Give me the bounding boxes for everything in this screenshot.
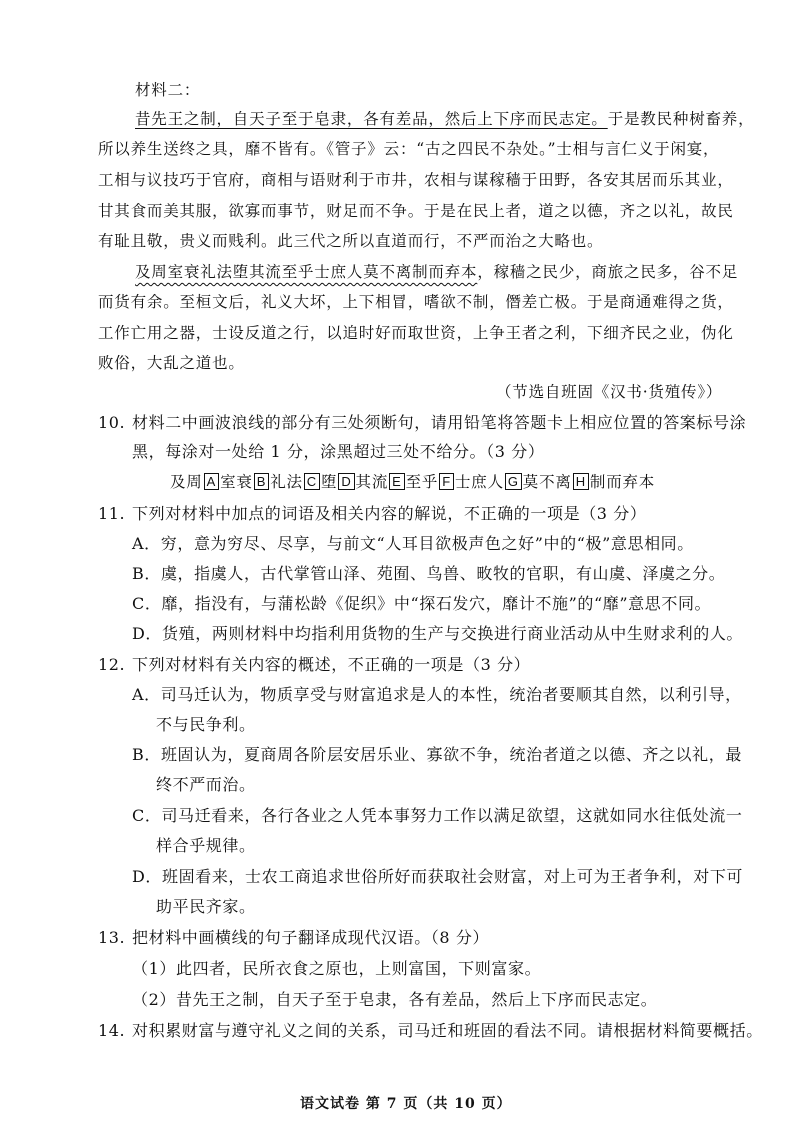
segment: 制而弃本: [589, 473, 656, 491]
q12-stem: 下列对材料有关内容的概述，不正确的一项是（3 分）: [132, 655, 531, 674]
label-box-a[interactable]: A: [204, 473, 219, 490]
q13-sentence-2: （2）昔先王之制，自天子至于皂隶，各有差品，然后上下序而民志定。: [132, 990, 658, 1009]
q14-number: 14.: [98, 1021, 126, 1040]
label-box-f[interactable]: F: [439, 473, 454, 490]
q11-number: 11.: [98, 504, 126, 523]
q12-option-c-cont: 样合乎规律。: [156, 836, 256, 855]
q12-option-d[interactable]: D．班固看来，士农工商追求世俗所好而获取社会财富，对上可为王者争利，对下可: [132, 867, 744, 886]
q10-number: 10.: [98, 413, 126, 432]
text-span: ，稼穑之民少，商旅之民多，谷不足: [477, 263, 739, 281]
segment: 士庶人: [454, 473, 504, 491]
q12-option-a-cont: 不与民争利。: [156, 715, 256, 734]
label-box-g[interactable]: G: [505, 473, 522, 490]
material-p1-line2: 所以养生送终之具，靡不皆有。《管子》云：“古之四民不杂处。”士相与言仁义于闲宴，: [98, 140, 720, 158]
q13-sentence-1: （1）此四者，民所衣食之原也，上则富国，下则富家。: [132, 959, 542, 978]
q13-number: 13.: [98, 928, 126, 947]
material-heading: 材料二：: [135, 81, 201, 99]
q13-stem: 把材料中画横线的句子翻译成现代汉语。（8 分）: [132, 928, 490, 947]
wavy-underlined-passage: 及周室衰礼法堕其流至乎士庶人莫不离制而弃本: [135, 263, 478, 281]
material-p1-line3: 工相与议技巧于官府，商相与语财利于市井，农相与谋稼穑于田野，各安其居而乐其业，: [98, 171, 734, 189]
q11-option-a[interactable]: A．穷，意为穷尽、尽享，与前文“人耳目欲极声色之好”中的“极”意思相同。: [132, 534, 694, 553]
text-span: 于是教民种树畜养，: [607, 110, 755, 128]
material-p2-line3: 工作亡用之器，士设反道之行，以追时好而取世资，上争王者之利，下细齐民之业，伪化: [98, 324, 734, 342]
label-box-h[interactable]: H: [573, 473, 589, 490]
q10-stem-line2: 黑，每涂对一处给 1 分，涂黑超过三处不给分。（3 分）: [132, 442, 545, 461]
segment: 室衰: [220, 473, 253, 491]
q12-option-c[interactable]: C．司马迁看来，各行各业之人凭本事努力工作以满足欲望，这就如同水往低处流一: [132, 806, 743, 825]
q12-option-d-cont: 助平民齐家。: [156, 897, 256, 916]
q12-option-b-cont: 终不严而治。: [156, 775, 256, 794]
segment: 其流: [355, 473, 389, 491]
page-footer: [300, 1093, 512, 1115]
underlined-sentence-2: 昔先王之制，自天子至于皂隶，各有差品，然后上下序而民志定。: [135, 110, 608, 128]
material-source: （节选自班固《汉书·货殖传》）: [496, 383, 723, 401]
material-p1-line4: 甘其食而美其服，欲寡而事节，财足而不争。于是在民上者，道之以德，齐之以礼，故民: [98, 202, 734, 220]
label-box-e[interactable]: E: [389, 473, 404, 490]
material-p2-line4: 败俗，大乱之道也。: [98, 354, 245, 372]
footer-page: 第 7 页: [365, 1096, 419, 1112]
q12-number: 12.: [98, 655, 126, 674]
q12-option-b[interactable]: B．班固认为，夏商周各阶层安居乐业、寡欲不争，统治者道之以德、齐之以礼，最: [132, 745, 742, 764]
q10-stem-line1: 材料二中画波浪线的部分有三处须断句，请用铅笔将答题卡上相应位置的答案标号涂: [132, 413, 747, 432]
footer-total: （共 10 页）: [418, 1096, 512, 1112]
segment: 及周: [170, 473, 203, 491]
q11-option-d[interactable]: D．货殖，两则材料中均指利用货物的生产与交换进行商业活动从中生财求利的人。: [132, 624, 744, 643]
footer-subject: 语文试卷: [300, 1096, 360, 1112]
material-p1-line5: 有耻且敬，贵义而贱利。此三代之所以直道而行，不严而治之大略也。: [98, 232, 604, 250]
label-box-c[interactable]: C: [304, 473, 320, 490]
q11-option-c[interactable]: C．靡，指没有，与蒲松龄《促织》中“探石发穴，靡计不施”的“靡”意思不同。: [132, 594, 712, 613]
material-p2-line1: [135, 261, 738, 283]
segment: 礼法: [270, 473, 303, 491]
q12-option-a[interactable]: A．司马迁认为，物质享受与财富追求是人的本性，统治者要顺其自然，以利引导，: [132, 685, 742, 704]
q10-segmented-passage: [170, 471, 655, 493]
material-p1-line1: [135, 108, 754, 130]
segment: 堕: [321, 473, 338, 491]
q11-option-b[interactable]: B．虞，指虞人，古代掌管山泽、苑囿、鸟兽、畋牧的官职，有山虞、泽虞之分。: [132, 564, 726, 583]
q11-stem: 下列对材料中加点的词语及相关内容的解说，不正确的一项是（3 分）: [132, 504, 647, 523]
label-box-b[interactable]: B: [254, 473, 269, 490]
q14-stem: 对积累财富与遵守礼义之间的关系，司马迁和班固的看法不同。请根据材料简要概括。: [132, 1021, 763, 1040]
segment: 莫不离: [522, 473, 572, 491]
segment: 至乎: [405, 473, 439, 491]
label-box-d[interactable]: D: [338, 473, 354, 490]
material-p2-line2: 而货有余。至桓文后，礼义大坏，上下相冒，嗜欲不制，僭差亡极。于是商通难得之货，: [98, 293, 734, 311]
